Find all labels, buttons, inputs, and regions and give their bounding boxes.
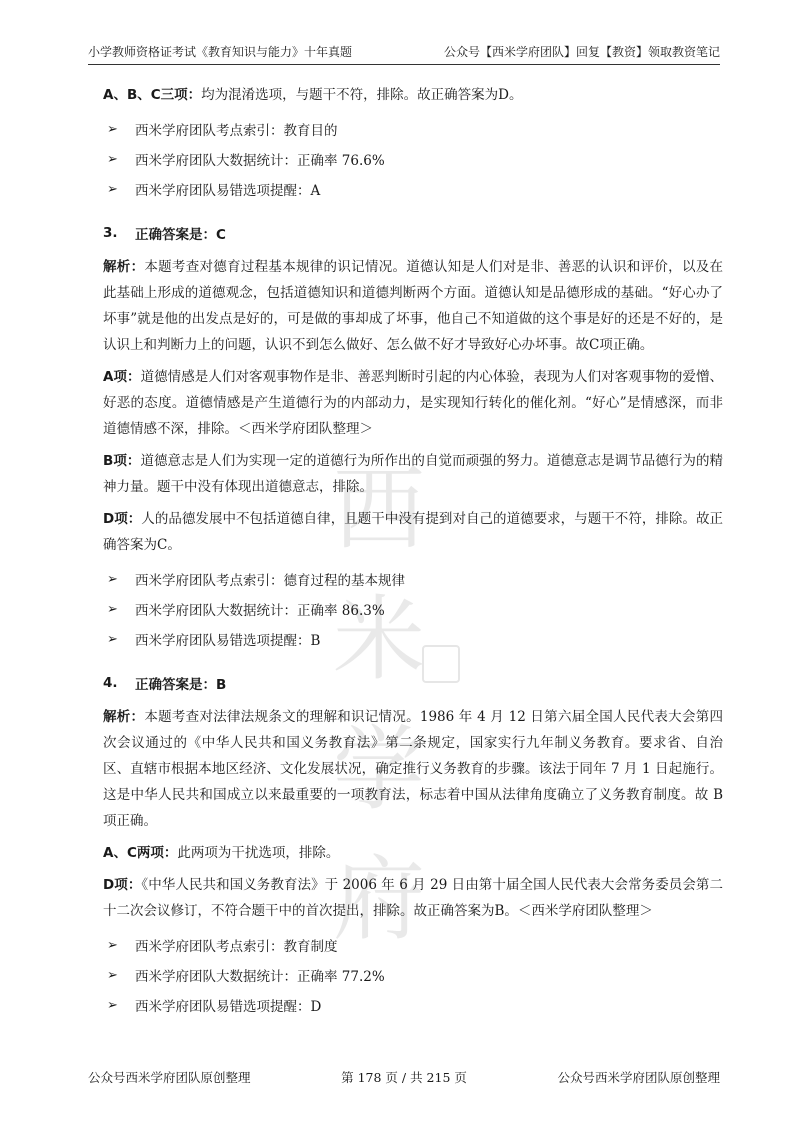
option-label: D项：: [103, 877, 142, 893]
list-item-text: 西米学府团队考点索引：教育制度: [135, 939, 338, 955]
option-ac-explanation: [103, 840, 723, 866]
list-item: [103, 626, 723, 652]
arrow-bullet-icon: ➢: [107, 937, 118, 953]
question-number: 4.: [103, 675, 118, 691]
option-explanation: [103, 82, 723, 108]
watermark-line-1: 西米: [332, 456, 427, 693]
list-item: [103, 566, 723, 592]
question-number: 3.: [103, 225, 118, 241]
arrow-bullet-icon: ➢: [107, 121, 118, 137]
list-item-text: 西米学府团队大数据统计：正确率 76.6%: [135, 153, 385, 169]
option-label: D项：: [103, 511, 142, 527]
option-label: A、B、C三项：: [103, 87, 202, 103]
list-item: [103, 932, 723, 958]
option-text: 《中华人民共和国义务教育法》于 2006 年 6 月 29 日由第十届全国人民代表大会常务委员会第二十二次会议修订，不符合题干中的首次提出，排除。故正确答案为B。＜西米学府团队整理＞: [103, 877, 723, 919]
footer-left: 公众号西米学府团队原创整理: [88, 1070, 251, 1085]
page-content: [103, 82, 723, 1022]
analysis-text: 本题考查对法律法规条文的理解和识记情况。1986 年 4 月 12 日第六届全国人民代表大会第四次会议通过的《中华人民共和国义务教育法》第二条规定，国家实行九年制义务教育。要求省、自治区、直辖市根据本地区经济、文化发展状况，确定推行义务教育的步骤。该法于同年 7 月 1 日起施行。这是中华人民共和国成立以来最重要的一项教育法，标志着中国从法律角度确立了义务教育制度。故 B 项正确。: [103, 709, 723, 829]
option-b-explanation: [103, 448, 723, 500]
analysis-paragraph: [103, 704, 723, 834]
list-item: [103, 116, 723, 142]
arrow-bullet-icon: ➢: [107, 601, 118, 617]
option-a-explanation: [103, 364, 723, 442]
option-text: 人的品德发展中不包括道德自律，且题干中没有提到对自己的道德要求，与题干不符，排除。故正确答案为C。: [103, 511, 723, 553]
analysis-paragraph: [103, 254, 723, 358]
arrow-bullet-icon: ➢: [107, 631, 118, 647]
watermark-line-2: 学府: [332, 716, 427, 953]
arrow-bullet-icon: ➢: [107, 571, 118, 587]
list-item: [103, 596, 723, 622]
header-promo: 公众号【西米学府团队】回复【教资】领取教资笔记: [443, 45, 720, 59]
page-footer: [88, 1068, 720, 1088]
list-item: [103, 146, 723, 172]
option-text: 均为混淆选项，与题干不符，排除。故正确答案为D。: [201, 87, 523, 103]
list-item: [103, 992, 723, 1018]
analysis-text: 本题考查对德育过程基本规律的识记情况。道德认知是人们对是非、善恶的认识和评价，以及在此基础上形成的道德观念，包括道德知识和道德判断两个方面。道德认知是品德形成的基础。“好心办了坏事”就是他的出发点是好的，可是做的事却成了坏事，他自己不知道做的这个事是好的还是不好的，是认识上和判断力上的问题，认识不到怎么做好、怎么做不好才导致好心办坏事。故C项正确。: [103, 259, 724, 353]
correct-answer: 正确答案是：C: [135, 227, 226, 243]
header-title: 小学教师资格证考试《教育知识与能力》十年真题: [88, 45, 353, 59]
list-item-text: 西米学府团队易错选项提醒：D: [135, 999, 322, 1015]
list-item-text: 西米学府团队易错选项提醒：A: [135, 183, 321, 199]
list-item-text: 西米学府团队考点索引：德育过程的基本规律: [135, 573, 405, 589]
analysis-label: 解析：: [103, 709, 145, 725]
arrow-bullet-icon: ➢: [107, 967, 118, 983]
list-item-text: 西米学府团队大数据统计：正确率 77.2%: [135, 969, 385, 985]
option-label: B项：: [103, 453, 141, 469]
arrow-bullet-icon: ➢: [107, 151, 118, 167]
arrow-bullet-icon: ➢: [107, 997, 118, 1013]
option-d-explanation: [103, 506, 723, 558]
question-4-heading: [103, 670, 723, 696]
option-text: 道德意志是人们为实现一定的道德行为所作出的自觉而顽强的努力。道德意志是调节品德行为的精神力量。题干中没有体现出道德意志，排除。: [103, 453, 723, 495]
list-item-text: 西米学府团队易错选项提醒：B: [135, 633, 321, 649]
analysis-label: 解析：: [103, 259, 145, 275]
footer-right: 公众号西米学府团队原创整理: [557, 1070, 720, 1085]
option-label: A项：: [103, 369, 141, 385]
option-text: 道德情感是人们对客观事物作是非、善恶判断时引起的内心体验，表现为人们对客观事物的爱憎、好恶的态度。道德情感是产生道德行为的内部动力，是实现知行转化的催化剂。“好心”是情感深，而非道德情感不深，排除。＜西米学府团队整理＞: [103, 369, 724, 437]
option-text: 此两项为干扰选项，排除。: [177, 845, 340, 861]
page-header: [88, 40, 720, 65]
list-item: [103, 962, 723, 988]
option-label: A、C两项：: [103, 845, 178, 861]
list-item: [103, 176, 723, 202]
question-3-heading: [103, 220, 723, 246]
arrow-bullet-icon: ➢: [107, 181, 118, 197]
list-item-text: 西米学府团队大数据统计：正确率 86.3%: [135, 603, 385, 619]
page-number: 第 178 页 / 共 215 页: [341, 1070, 467, 1085]
option-d-explanation: [103, 872, 723, 924]
list-item-text: 西米学府团队考点索引：教育目的: [135, 123, 338, 139]
correct-answer: 正确答案是：B: [135, 677, 227, 693]
